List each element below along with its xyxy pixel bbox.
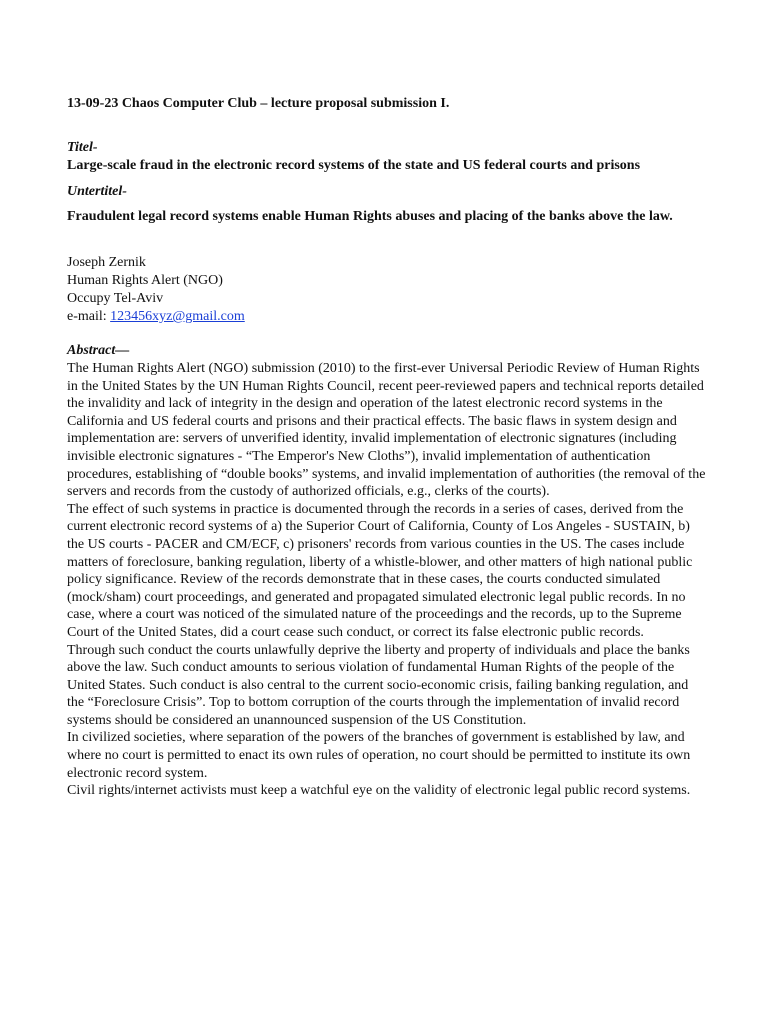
author-block <box>67 254 708 326</box>
abstract-paragraph: The effect of such systems in practice is documented through the records in a series of cases, derived from the current electronic record systems of a) the Superior Court of California, County of Los Angeles - SUSTAIN, b) the US courts - PACER and CM/ECF, c) prisoners' records from various counties in the US. The cases include matters of foreclosure, banking regulation, liberty of a whistle-blower, and other matters of high national public policy significance. Review of the records demonstrate that in these cases, the courts conducted simulated (mock/sham) court proceedings, and generated and propagated simulated electronic legal public records. In no case, where a court was noticed of the simulated nature of the proceedings and the records, up to the Supreme Court of the United States, did a court cease such conduct, or correct its false electronic public records. <box>67 501 693 640</box>
subtitle-label: Untertitel- <box>67 184 127 199</box>
author-email-line <box>67 308 708 326</box>
author-name: Joseph Zernik <box>67 255 146 270</box>
abstract-paragraph: In civilized societies, where separation of the powers of the branches of government is established by law, and where no court is permitted to enact its own rules of operation, no court should be permitted to institute its own electronic record system. <box>67 730 691 781</box>
abstract-paragraph: The Human Rights Alert (NGO) submission (2010) to the first-ever Universal Periodic Review of Human Rights in the United States by the UN Human Rights Council, recent peer-reviewed papers and technical reports detailed the invalidity and lack of integrity in the design and operation of the latest electronic record systems in the California and US federal courts and prisons and their practical effects. The basic flaws in system design and implementation are: servers of unverified identity, invalid implementation of electronic signatures (including invisible electronic signatures - “The Emperor's New Cloths”), invalid implementation of authentication procedures, establishing of “double books” systems, and invalid implementation of authorities (the removal of the servers and records from the custody of authorized officials, e.g., clerks of the courts). <box>67 361 706 500</box>
author-org-2: Occupy Tel-Aviv <box>67 291 164 306</box>
title-label: Titel- <box>67 140 98 155</box>
abstract-body <box>67 360 708 800</box>
email-link[interactable]: 123456xyz@gmail.com <box>110 309 245 324</box>
subtitle-text: Fraudulent legal record systems enable Human Rights abuses and placing of the banks above the law. <box>67 209 673 224</box>
document-header: 13-09-23 Chaos Computer Club – lecture proposal submission I. <box>67 96 450 111</box>
author-org-1: Human Rights Alert (NGO) <box>67 273 223 288</box>
title-text: Large-scale fraud in the electronic record systems of the state and US federal courts and prisons <box>67 158 641 173</box>
email-label: e-mail: <box>67 309 111 324</box>
abstract-label: Abstract— <box>67 343 130 358</box>
abstract-paragraph: Through such conduct the courts unlawfully deprive the liberty and property of individuals and place the banks above the law. Such conduct amounts to serious violation of fundamental Human Rights of the people of the United States. Such conduct is also central to the current socio-economic crisis, failing banking regulation, and the “Foreclosure Crisis”. Top to bottom corruption of the courts through the implementation of invalid record systems should be considered an unannounced suspension of the US Constitution. <box>67 642 690 728</box>
abstract-paragraph: Civil rights/internet activists must keep a watchful eye on the validity of electronic legal public record systems. <box>67 783 691 799</box>
